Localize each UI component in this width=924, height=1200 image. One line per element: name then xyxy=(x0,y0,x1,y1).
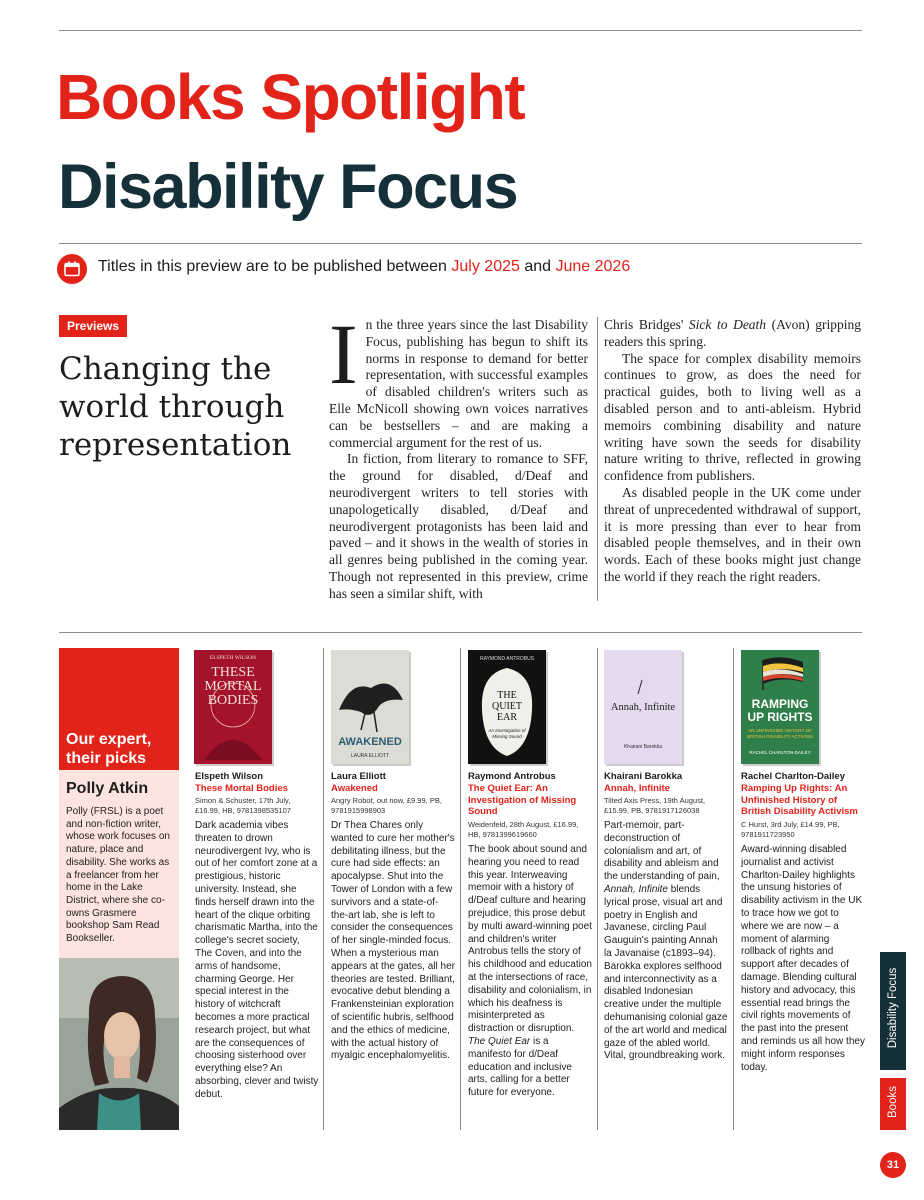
book-title-italic: Annah, Infinite xyxy=(604,883,668,895)
tab-label: Disability Focus xyxy=(887,967,899,1049)
book-review: Dark academia vibes threaten to drown neurodivergent Ivy, who is out of her comfort zone at a prestigious, historic university. Instead, she finds herself drawn into the heart of the clique orbiting charismatic Martha, into the college's secret society, The Coven, and into the arms of handsome, charming George. Her special interest in the history of witchcraft becomes a more practical research project, but what are the consequences of choosing sisterhood over everything else? An absorbing, clever and twisty debut. xyxy=(195,820,319,1100)
cover-title: RAMPING UP RIGHTS xyxy=(747,697,813,724)
date-start: July 2025 xyxy=(451,258,520,275)
book-publication-details: C Hurst, 3rd July, £14.99, PB, 9781911723950 xyxy=(741,820,840,839)
article-paragraph: As disabled people in the UK come under threat of unprecedented withdrawal of support, it is more pressing than ever to hear from disabled people themselves, and in their own words. Each of these books might just change the world if they reach the right readers. xyxy=(604,484,861,584)
tab-label: Books xyxy=(887,1086,899,1118)
book-publication-details: Angry Robot, out now, £9.99, PB, 9781915998903 xyxy=(331,796,442,815)
article-paragraph xyxy=(604,317,861,351)
column-divider xyxy=(597,317,598,601)
cover-title: Annah, Infinite xyxy=(610,702,676,713)
book-title: Ramping Up Rights: An Unfinished History of British Disability Activism xyxy=(741,783,858,817)
dates-prefix: Titles in this preview are to be published between xyxy=(98,258,452,275)
column-divider xyxy=(323,648,324,1130)
text-run: The book about sound and hearing you need to read this year. Interweaving memoir with a history of d/Deaf culture and hearing prejudice, this prose debut by multi award-winning poet and children's writer Antrobus tells the story of his childhood and education at the intersections of race, disability and colonialism, in which his deafness is misinterpreted as distraction or disruption. xyxy=(468,844,592,1035)
text-run: blends lyrical prose, visual art and poetry in English and Javanese, circling Paul Gauguin's painting Annah la Javanaise (c1893–94). Barokka explores selfhood and interconnectivity as a disabled Indonesian creative under the multiple dehumanising colonial gaze of the art world and medical gaze of the abled world. Vital, groundbreaking work. xyxy=(604,883,728,1062)
book-title: Annah, Infinite xyxy=(604,783,670,794)
cover-author: LAURA ELLIOTT xyxy=(350,753,390,759)
book-review xyxy=(468,844,592,1100)
book-cover-the-quiet-ear xyxy=(468,650,546,764)
column-divider xyxy=(733,648,734,1130)
book-publication-details: Simon & Schuster, 17th July, £16.99, HB, 9781398535107 xyxy=(195,796,291,815)
book-cover-awakened xyxy=(331,650,409,764)
column-divider xyxy=(460,648,461,1130)
cover-title: THESE MORTAL BODIES xyxy=(204,665,262,708)
text-run: Chris Bridges' xyxy=(604,317,689,332)
book-title: The Quiet Ear: An Investigation of Missing Sound xyxy=(468,783,577,817)
article-paragraph: The space for complex disability memoirs continues to grow, as does the need for practical guides, both to living well as a disabled person and to anti-ableism. Hybrid memoirs combining disability and nature writing have sown the seeds for disability nature writing to thrive, reflected in growing confidence from publishers. xyxy=(604,350,861,484)
cover-subtitle: AN UNFINISHED HISTORY OF BRITISH DISABILITY ACTIVISM xyxy=(747,728,813,739)
article-column-1 xyxy=(329,306,588,603)
cover-author: RAYMOND ANTROBUS xyxy=(479,656,535,662)
book-title-italic: The Quiet Ear xyxy=(468,1035,531,1047)
section-rule xyxy=(59,632,862,633)
book-publication-details: Weidenfeld, 28th August, £16.99, HB, 9781399619660 xyxy=(468,820,579,839)
article-column-2 xyxy=(604,317,861,586)
book-review: Dr Thea Chares only wanted to cure her mother's debilitating illness, but the cure had side effects: an apocalypse. Shut into the Tower of London with a few survivors and a state-of-the-art lab, she is left to consider the consequences of her single-minded focus. When a mysterious man appears at the gates, all her theories are tested. Brilliant, evocative debut blending a Frankensteinian exploration of scientific hubris, selfhood and the ethics of medicine, with the actual history of myalgic encephalomyelitis. xyxy=(331,820,455,1062)
article-paragraph: n the three years since the last Disability Focus, publishing has begun to shift its norms in response to demand for better representation, with successful examples of disabled children's writers such as Elle McNicoll showing own voices narratives can be bestsellers – and are making a commercial argument for the rest of us. xyxy=(329,317,588,450)
page-title: Books Spotlight xyxy=(56,61,525,133)
cover-author: ELSPETH WILSON xyxy=(209,655,257,661)
book-author: Laura Elliott xyxy=(331,771,386,782)
text-run: (Avon) gripping readers this spring. xyxy=(604,317,861,349)
column-divider xyxy=(597,648,598,1130)
book-author: Raymond Antrobus xyxy=(468,771,556,782)
header-rule xyxy=(59,243,862,244)
calendar-icon xyxy=(57,254,87,284)
expert-heading: Our expert, their picks xyxy=(66,731,152,767)
book-review: Award-winning disabled journalist and activist Charlton-Dailey highlights the unsung histories of disability activism in the UK to trace how we got to where we are now – a moment of alarming rollback of rights and support after decades of damage. Blending cultural history and advocacy, this essential read brings the civil rights movements of the past into the present and reminds us all how they might inform responses today. xyxy=(741,844,865,1073)
section-tag: Previews xyxy=(59,315,127,337)
expert-bio: Polly (FRSL) is a poet and non-fiction writer, whose work focuses on nature, place and disability. She works as a freelancer from her home in the Lake District, where she co-owns Grasmere bookshop Sam Read Bookseller. xyxy=(66,806,170,945)
book-cover-ramping-up-rights xyxy=(741,650,819,764)
cover-title: AWAKENED xyxy=(338,736,402,748)
expert-portrait xyxy=(59,958,179,1130)
publication-dates xyxy=(98,258,630,276)
cover-title: THE QUIET EAR xyxy=(492,690,522,723)
date-end: June 2026 xyxy=(555,258,631,275)
feature-headline: Changing the world through representation xyxy=(59,351,292,463)
book-author: Elspeth Wilson xyxy=(195,771,264,782)
book-title-italic: Sick to Death xyxy=(688,317,767,332)
expert-name: Polly Atkin xyxy=(66,780,149,797)
book-review xyxy=(604,820,728,1063)
book-publication-details: Tilted Axis Press, 19th August, £15.99, PB, 9781917126038 xyxy=(604,796,706,815)
drop-cap: I xyxy=(329,306,358,402)
section-tab-books xyxy=(880,1078,906,1130)
book-author: Khairani Barokka xyxy=(604,771,683,782)
book-cover-these-mortal-bodies xyxy=(194,650,272,764)
cover-author: RACHEL CHARLTON-DAILEY xyxy=(749,750,811,755)
cover-subtitle: An Investigation of Missing Sound xyxy=(488,728,526,739)
book-title: Awakened xyxy=(331,783,378,794)
dates-and: and xyxy=(519,258,556,275)
book-author: Rachel Charlton-Dailey xyxy=(741,771,845,782)
text-run: is a manifesto for d/Deaf education and inclusive arts, calling for a better future for everyone. xyxy=(468,1035,572,1099)
section-tab-disability-focus xyxy=(880,952,906,1070)
book-title: These Mortal Bodies xyxy=(195,783,288,794)
top-rule xyxy=(59,30,862,31)
book-cover-annah-infinite xyxy=(604,650,682,764)
text-run: Part-memoir, part-deconstruction of colonialism and art, of disability and ableism and the understanding of pain, xyxy=(604,820,720,883)
page-subtitle: Disability Focus xyxy=(58,152,518,222)
page-number: 31 xyxy=(880,1152,906,1178)
article-paragraph: In fiction, from literary to romance to SFF, the ground for disabled, d/Deaf and neurodivergent writers to tell stories with unapologetically disabled, d/Deaf and neurodivergent protagonists has been laid and paved – and it shows in the wealth of stories in all genres being published in the coming year. Though not represented in this preview, crime has seen a similar shift, with xyxy=(329,451,588,601)
cover-author: Khairani Barokka xyxy=(623,744,663,750)
